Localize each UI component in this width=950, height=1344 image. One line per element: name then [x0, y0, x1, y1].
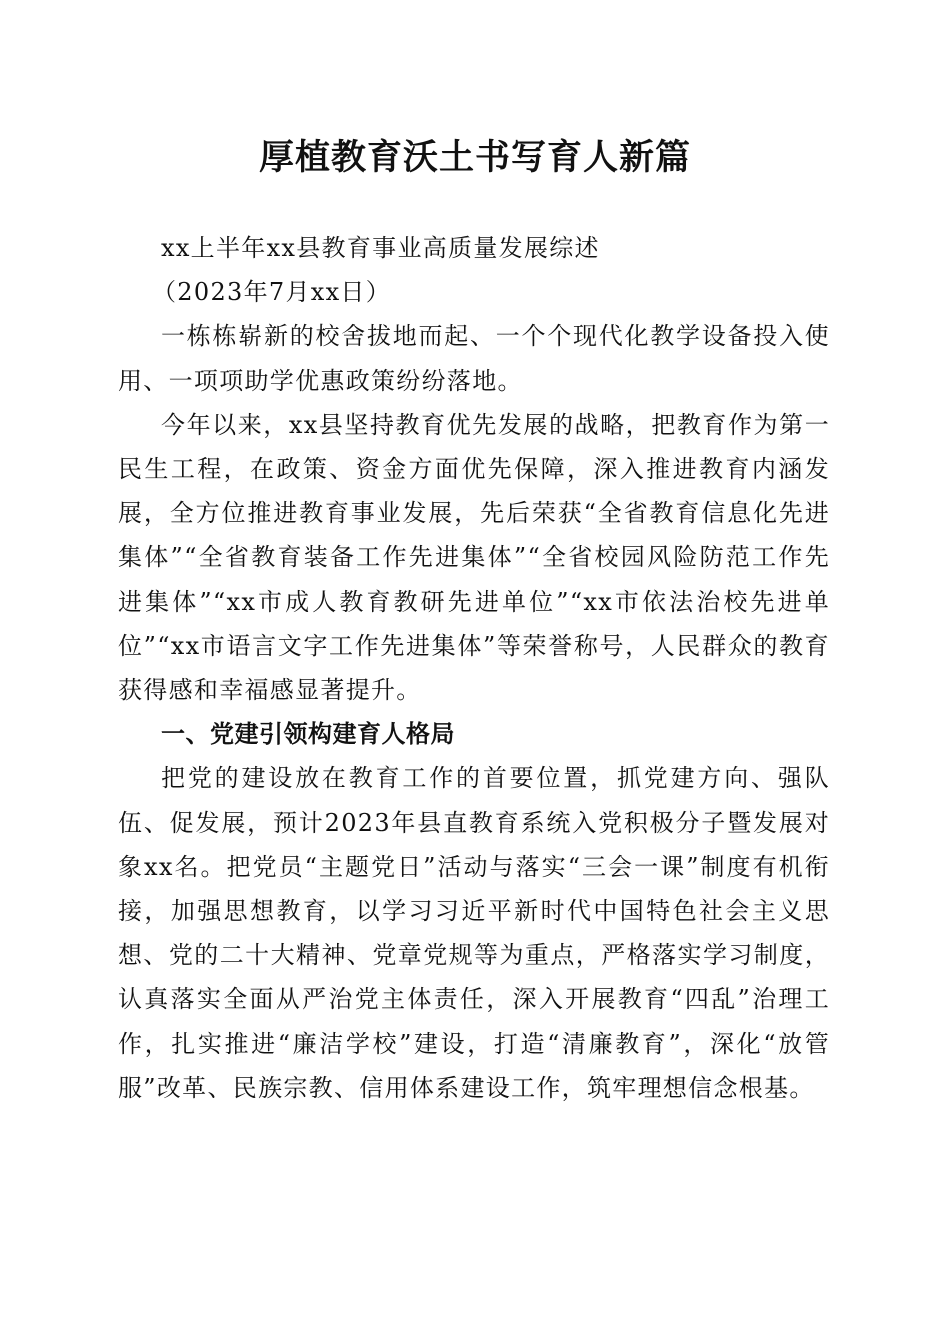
document-body	[118, 226, 830, 1110]
intro-paragraph: 一栋栋崭新的校舍拔地而起、一个个现代化教学设备投入使用、一项项助学优惠政策纷纷落地。	[118, 322, 830, 395]
overview-paragraph: 今年以来，xx县坚持教育优先发展的战略，把教育作为第一民生工程，在政策、资金方面优先保障，深入推进教育内涵发展，全方位推进教育事业发展，先后荣获“全省教育信息化先进集体”“全省教育装备工作先进集体”“全省校园风险防范工作先进集体”“xx市成人教育教研先进单位”“xx市依法治校先进单位”“xx市语言文字工作先进集体”等荣誉称号，人民群众的教育获得感和幸福感显著提升。	[118, 410, 830, 705]
section-paragraph: 把党的建设放在教育工作的首要位置，抓党建方向、强队伍、促发展，预计2023年县直教育系统入党积极分子暨发展对象xx名。把党员“主题党日”活动与落实“三会一课”制度有机衔接，加强思想教育，以学习习近平新时代中国特色社会主义思想、党的二十大精神、党章党规等为重点，严格落实学习制度，认真落实全面从严治党主体责任，深入开展教育“四乱”治理工作，扎实推进“廉洁学校”建设，打造“清廉教育”，深化“放管服”改革、民族宗教、信用体系建设工作，筑牢理想信念根基。	[118, 764, 830, 1102]
dateline: （2023年7月xx日）	[152, 278, 392, 307]
subtitle: xx上半年xx县教育事业高质量发展综述	[161, 234, 600, 262]
document-title: 厚植教育沃土书写育人新篇	[258, 137, 691, 178]
section-heading: 一、党建引领构建育人格局	[161, 720, 455, 749]
